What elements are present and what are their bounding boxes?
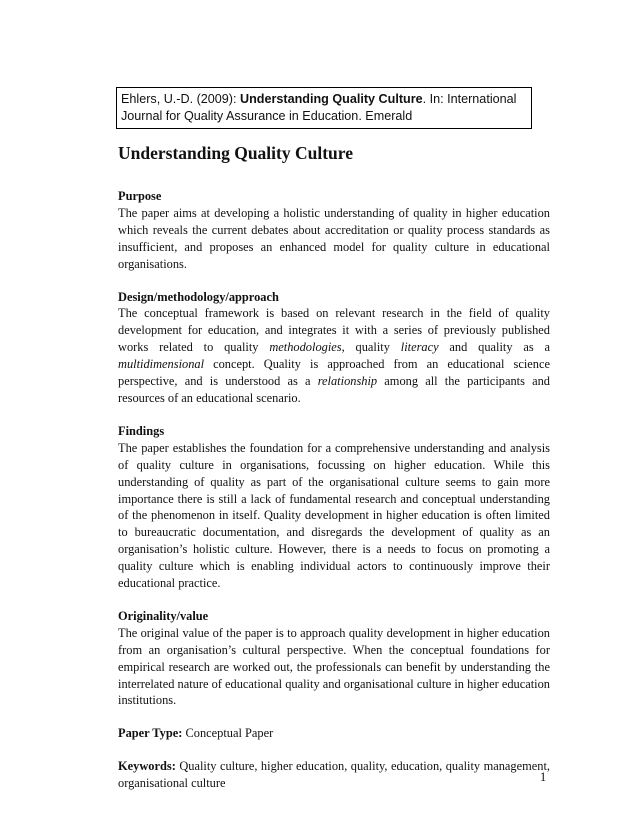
- paper-type-value: Conceptual Paper: [185, 726, 274, 741]
- body-text: The original value of the paper is to approach quality development in higher education from an organisation’s cultural perspective. When the conceptual foundations for empirical research are worked out, the professionals can benefit by understanding the interrelated nature of educational quality and organisational culture in higher education institutions.: [118, 625, 550, 708]
- citation-box: [116, 87, 532, 129]
- section-design-methodology-approach: [118, 289, 550, 407]
- keywords-value: Quality culture, higher education, quality, education, quality management, organisational culture: [118, 759, 550, 791]
- citation-prefix: Ehlers, U.-D. (2009):: [121, 92, 240, 106]
- section-heading: Originality/value: [118, 608, 209, 623]
- citation-title: Understanding Quality Culture: [239, 92, 423, 106]
- emphasis-text: multidimensional: [118, 357, 205, 372]
- keywords: [118, 758, 550, 792]
- section-heading: Design/methodology/approach: [118, 289, 279, 304]
- emphasis-text: relationship: [317, 374, 378, 389]
- section-originality-value: [118, 608, 550, 709]
- section-body: [118, 440, 550, 592]
- emphasis-text: literacy: [400, 340, 439, 355]
- document-content: [118, 143, 550, 792]
- section-body: [118, 625, 550, 710]
- paper-type-label: Paper Type:: [118, 726, 183, 741]
- paper-type: [118, 725, 550, 742]
- body-text: and quality as a: [438, 340, 551, 355]
- citation-suffix: . In: International Journal for Quality Assurance in Education. Emerald: [121, 92, 517, 123]
- page-number: 1: [540, 770, 547, 784]
- emphasis-text: methodologies: [269, 340, 342, 355]
- body-text: The conceptual framework is based on relevant research in the field of quality development for education, and integrates it with a series of previously published works related to quality: [118, 306, 550, 355]
- sections-container: [118, 188, 550, 709]
- section-heading: Findings: [118, 423, 165, 438]
- document-title: Understanding Quality Culture: [118, 143, 353, 163]
- body-text: The paper establishes the foundation for a comprehensive understanding and analysis of quality culture in organisations, focussing on higher education. While this understanding of quality as part of the organisational culture seems to gain more importance there is still a lack of fundamental research and conceptual understanding of the phenomenon in itself. Quality development in higher education is often limited to bureaucratic documentation, and disregards the development of quality as an organisation’s holistic culture. However, there is a needs to focus on promoting a quality culture which is enabling individual actors to continuously improve their educational practice.: [118, 440, 550, 591]
- section-findings: [118, 423, 550, 592]
- section-purpose: [118, 188, 550, 273]
- body-text: , quality: [341, 340, 401, 355]
- body-text: concept. Quality is approached from an educational science perspective, and is understood as a: [118, 357, 550, 389]
- keywords-label: Keywords:: [118, 759, 176, 774]
- section-heading: Purpose: [118, 189, 162, 203]
- body-text: The paper aims at developing a holistic understanding of quality in higher education which reveals the current debates about accreditation or quality process standards as insufficient, and proposes an enhanced model for quality culture in educational organisations.: [118, 205, 550, 271]
- section-body: [118, 205, 550, 273]
- section-body: [118, 305, 550, 406]
- body-text: among all the participants and resources of an educational scenario.: [118, 374, 550, 405]
